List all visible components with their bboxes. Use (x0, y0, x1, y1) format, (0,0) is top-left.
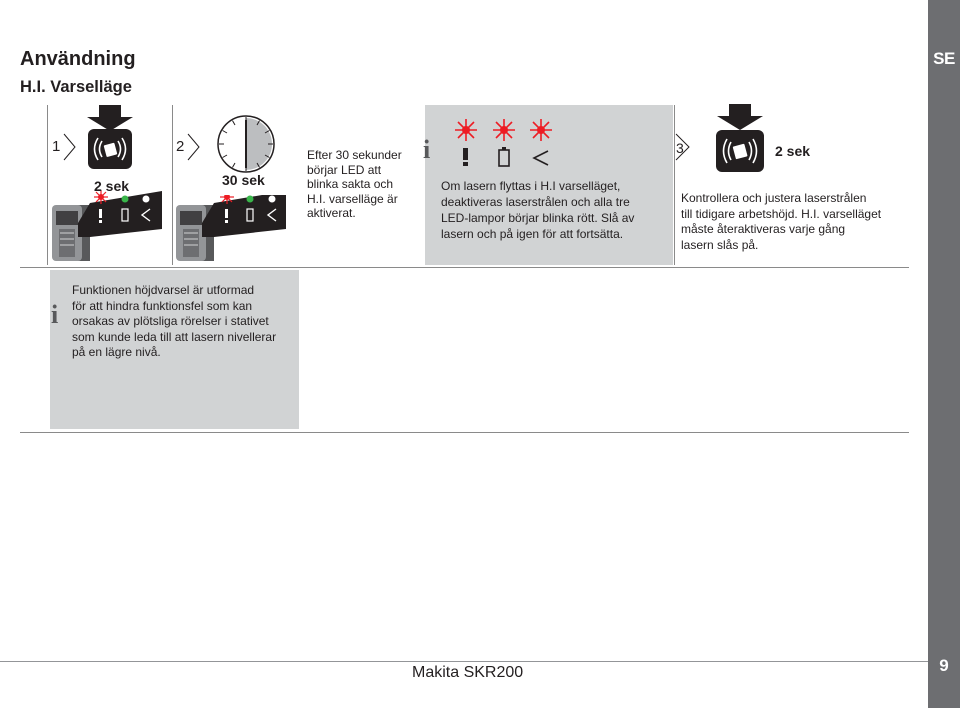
language-tab-label: SE (933, 49, 955, 68)
divider-step2 (172, 105, 173, 265)
divider-step3 (674, 105, 675, 265)
page-title: Användning (20, 48, 136, 70)
info-icon: i (423, 135, 431, 164)
page-number: 9 (939, 656, 949, 675)
tilt-button-icon (716, 130, 764, 172)
step-2-illustration (174, 195, 294, 267)
press-arrow-icon (717, 104, 763, 130)
red-led-blink-icon (493, 119, 515, 141)
tilt-icon (534, 151, 548, 165)
note-text: Funktionen höjdvarsel är utformad för att hindra funktionsfel som kan orsakas av plötsliga rörelser i stativet som kunde leda till att lasern nivellerar på en lägre nivå. (72, 283, 277, 359)
section-separator (20, 267, 909, 268)
red-led-blink-icon (455, 119, 477, 141)
press-arrow-icon (87, 105, 133, 131)
footer-line (0, 661, 928, 662)
battery-icon (499, 147, 509, 166)
step-1-number: 1 (52, 138, 61, 155)
stopwatch-icon (216, 114, 276, 174)
side-tab (928, 0, 960, 708)
step-3-button-illustration (712, 104, 768, 176)
divider-left (47, 105, 48, 265)
step-3-description: Kontrollera och justera laserstrålen till tidigare arbetshöjd. H.I. varselläget måste återaktiveras varje gång lasern slås på. (681, 191, 882, 252)
led-blink-icons (448, 116, 558, 168)
warning-exclamation-icon (463, 148, 468, 166)
led-panel-icon (202, 195, 286, 237)
step-3-duration: 2 sek (775, 143, 811, 159)
step-2-description: Efter 30 sekunder börjar LED att blinka sakta och H.I. varselläge är aktiverat. (307, 148, 402, 220)
red-led-blink-icon (530, 119, 552, 141)
section-separator (20, 432, 909, 433)
led-panel-icon (78, 190, 162, 237)
info-panel-text: Om lasern flyttas i H.I varselläget, deaktiveras laserstrålen och alla tre LED-lampor börjar blinka rött. Slå av lasern och på igen för att fortsätta. (441, 179, 635, 241)
footer-product: Makita SKR200 (412, 664, 524, 681)
step-3-number: 3 (676, 140, 684, 156)
chevron-right-icon (187, 133, 201, 161)
step-1-duration: 2 sek (94, 178, 130, 194)
step-2-number: 2 (176, 138, 185, 155)
section-subtitle: H.I. Varselläge (20, 78, 132, 96)
tilt-button-icon (88, 129, 132, 169)
info-icon: i (51, 300, 59, 329)
step-2-duration: 30 sek (222, 172, 265, 188)
